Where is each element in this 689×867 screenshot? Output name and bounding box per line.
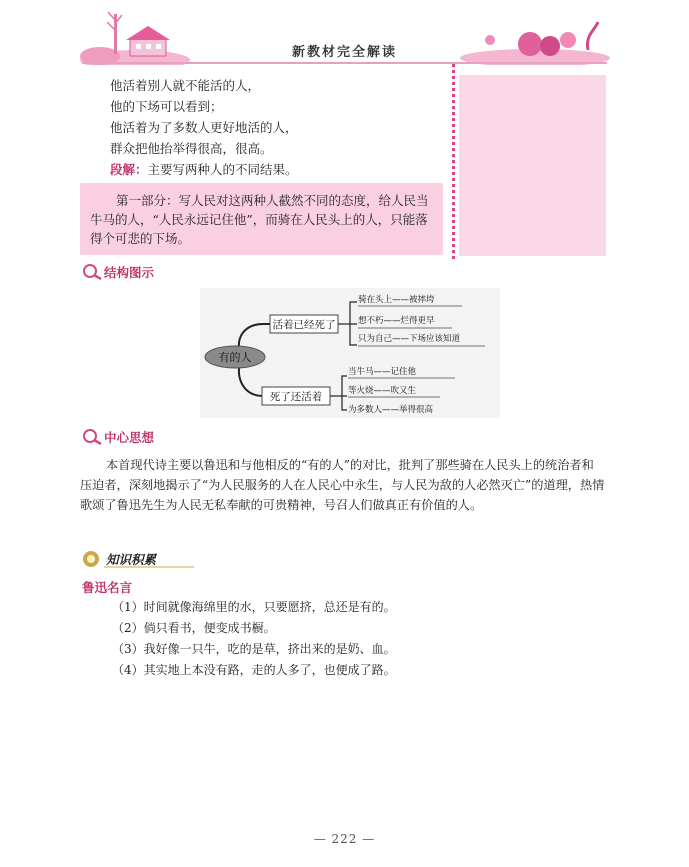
magnifier-icon xyxy=(82,263,104,281)
central-idea-heading xyxy=(82,428,154,446)
poem-line: 他活着别人就不能活的人， xyxy=(110,78,261,93)
segment-note-text: 主要写两种人的不同结果。 xyxy=(147,162,298,177)
leaf-label: 骑在头上——被摔垮 xyxy=(358,295,435,305)
quote-item: （3）我好像一只牛，吃的是草，挤出来的是奶、血。 xyxy=(112,642,396,656)
page-number: — 222 — xyxy=(313,832,376,846)
segment-note-label: 段解： xyxy=(110,162,148,177)
branch-label: 活着已经死了 xyxy=(272,319,336,331)
central-idea-heading-label: 中心思想 xyxy=(104,430,155,445)
margin-dotted-divider xyxy=(452,64,455,259)
leaf-label: 为多数人——举得很高 xyxy=(348,405,434,415)
quotes-subheading: 鲁迅名言 xyxy=(82,580,133,595)
structure-heading xyxy=(82,263,154,281)
magnifier-icon xyxy=(82,428,104,446)
structure-diagram-svg xyxy=(200,288,500,418)
leaf-label: 等火烧——吹又生 xyxy=(348,386,417,396)
root-node-label: 有的人 xyxy=(218,351,252,364)
leaf-label: 只为自己——下场应该知道 xyxy=(358,334,461,344)
margin-note-panel xyxy=(459,75,606,256)
central-idea-text: 本首现代诗主要以鲁迅和与他相反的“有的人”的对比，批判了那些骑在人民头上的统治者和压迫者，深刻地揭示了“为人民服务的人在人民心中永生，与人民为敌的人必然灭亡”的道理，热情歌颂了鲁迅先生为人民无私奉献的可贵精神，号召人们做真正有价值的人。 xyxy=(80,458,605,512)
structure-diagram xyxy=(200,288,500,418)
poem-line: 他活着为了多数人更好地活的人， xyxy=(110,120,298,135)
poem-line: 他的下场可以看到； xyxy=(110,99,223,114)
quote-item: （2）倘只看书，便变成书橱。 xyxy=(112,621,276,635)
poem-line: 群众把他抬举得很高，很高。 xyxy=(110,141,273,156)
leaf-label: 想不朽——烂得更早 xyxy=(358,316,435,326)
branch-label: 死了还活着 xyxy=(269,391,323,403)
part-summary-box xyxy=(80,183,443,255)
leaf-label: 当牛马——记住他 xyxy=(348,367,417,377)
knowledge-badge xyxy=(82,548,202,570)
quote-item: （1）时间就像海绵里的水，只要愿挤，总还是有的。 xyxy=(112,600,396,614)
quote-item: （4）其实地上本没有路，走的人多了，也便成了路。 xyxy=(112,663,396,677)
page-header-title: 新教材完全解读 xyxy=(291,45,397,60)
knowledge-badge-label: 知识积累 xyxy=(106,552,157,567)
part-summary-text: 第一部分：写人民对这两种人截然不同的态度，给人民当牛马的人，“人民永远记住他”，而骑在人民头上的人，只能落得个可悲的下场。 xyxy=(90,193,429,246)
structure-heading-label: 结构图示 xyxy=(104,265,155,280)
segment-note xyxy=(110,161,298,179)
header-divider xyxy=(82,62,607,64)
